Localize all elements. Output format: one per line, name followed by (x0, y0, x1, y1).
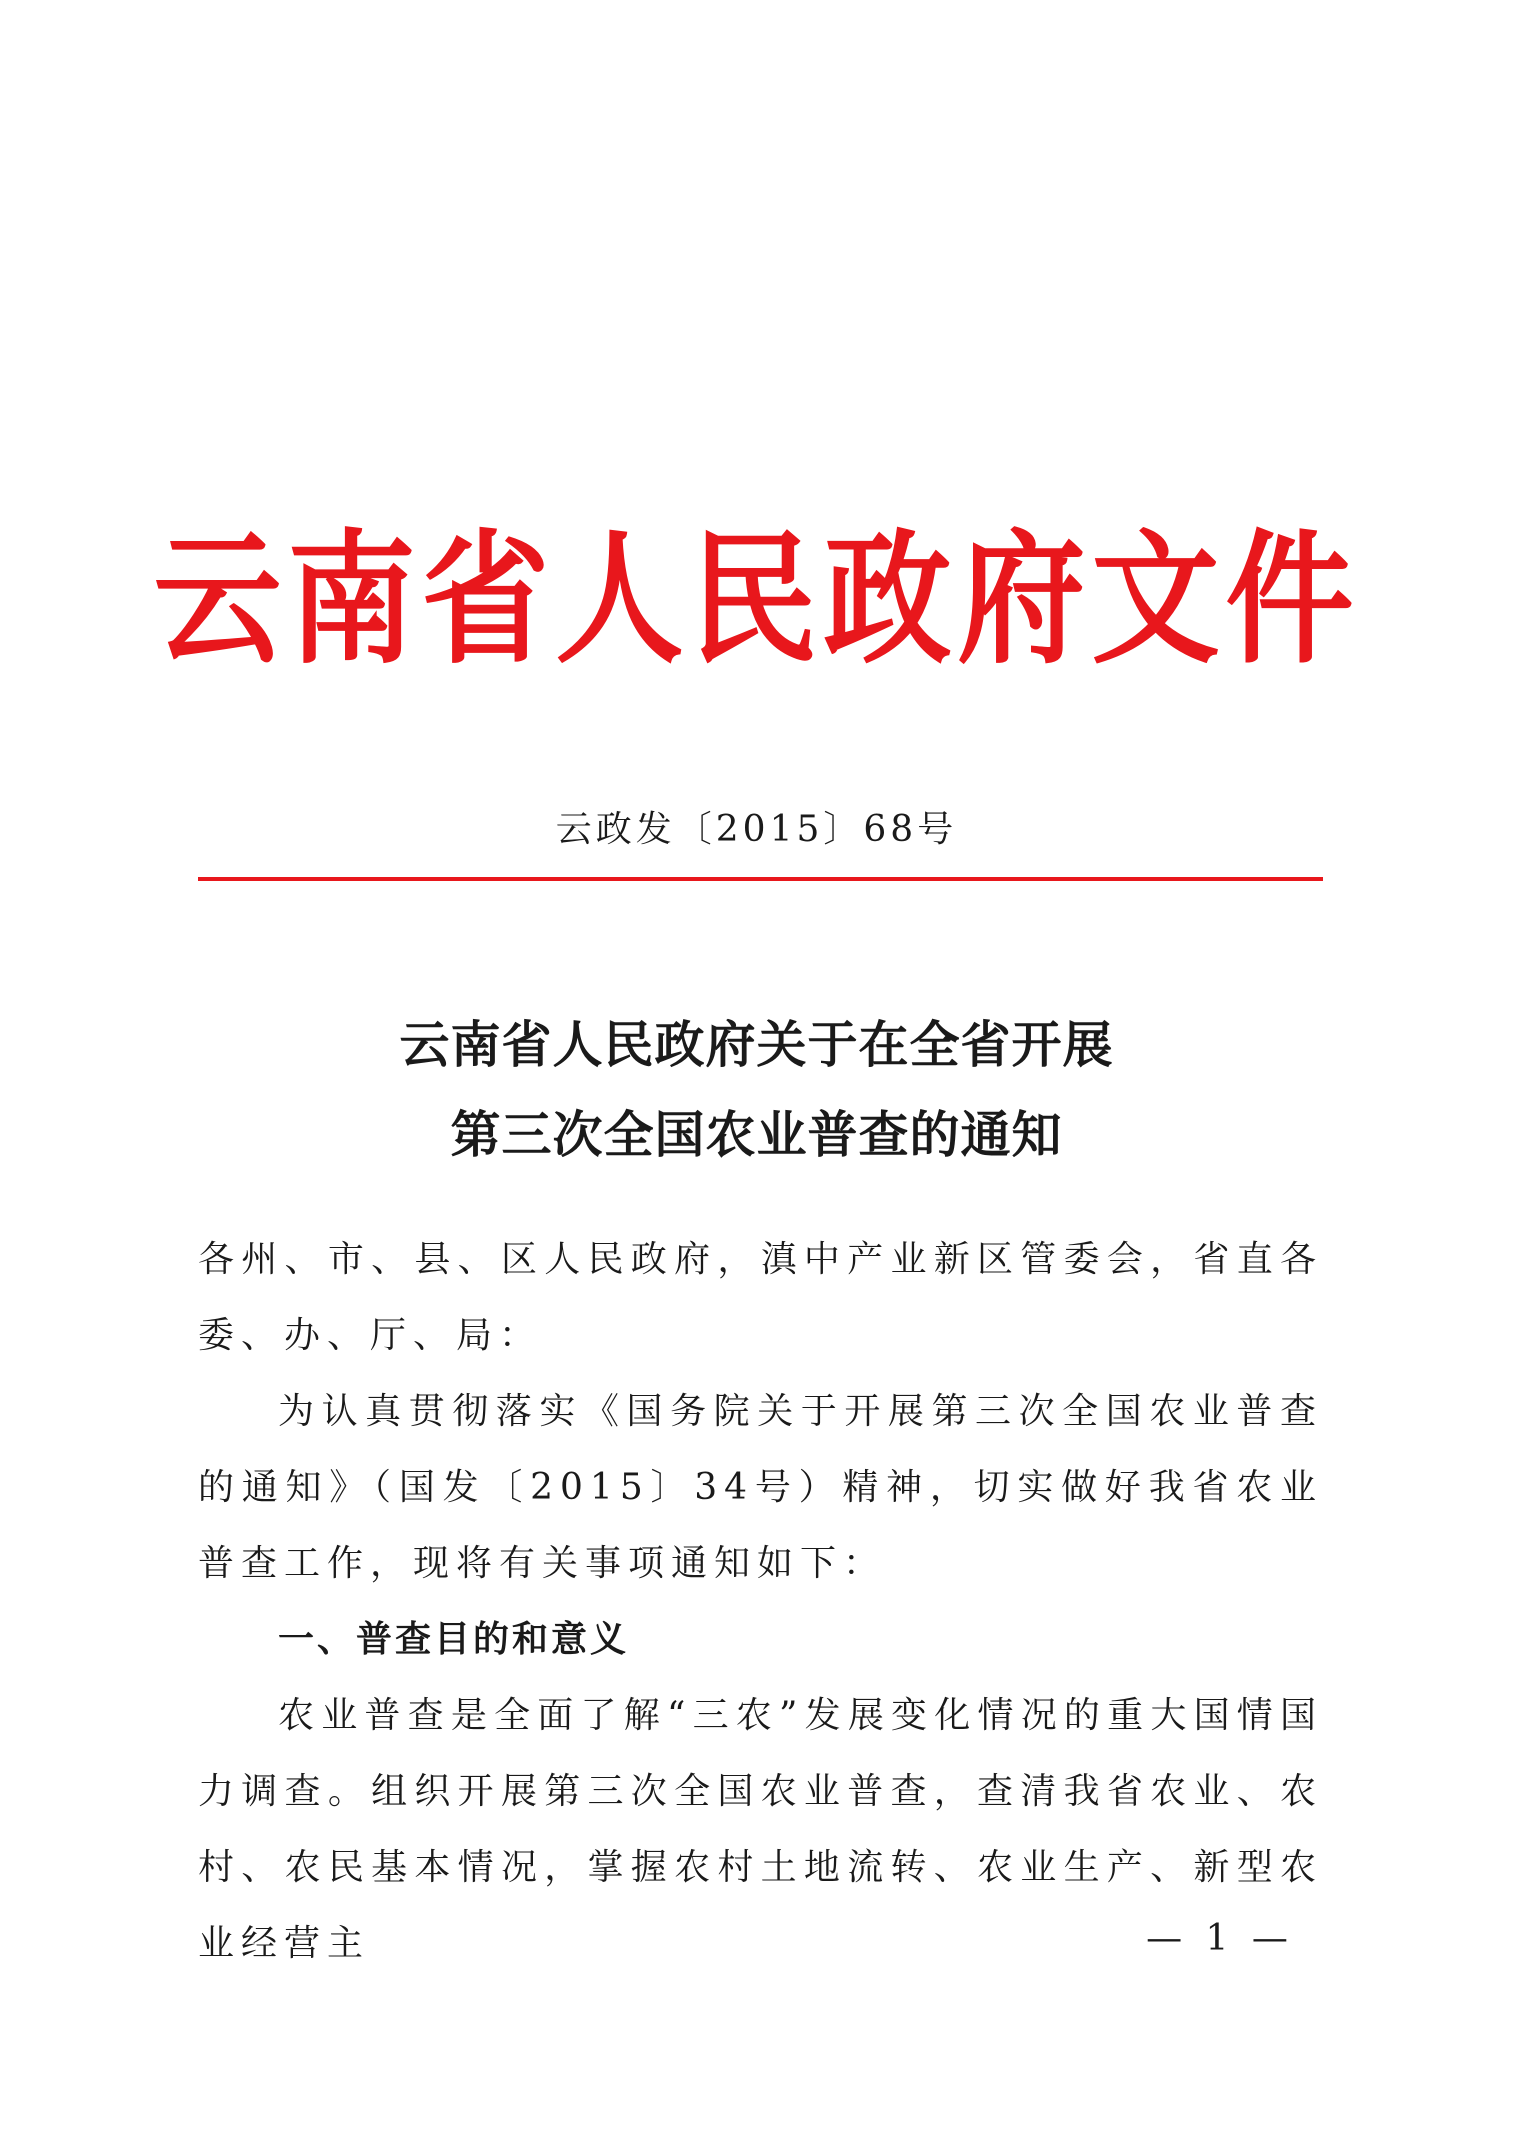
body-paragraph-2: 农业普查是全面了解“三农”发展变化情况的重大国情国力调查。组织开展第三次全国农业普查，查清我省农业、农村、农民基本情况，掌握农村土地流转、农业生产、新型农业经营主 (198, 1695, 1323, 1964)
body-paragraph-1: 为认真贯彻落实《国务院关于开展第三次全国农业普查的通知》（国发〔2015〕34号）精神，切实做好我省农业普查工作，现将有关事项通知如下： (198, 1391, 1323, 1584)
document-number: 云政发〔2015〕68号 (555, 809, 958, 850)
masthead-title: 云南省人民政府文件 (153, 516, 1360, 684)
notice-body (198, 1222, 1323, 1982)
salutation: 各州、市、县、区人民政府，滇中产业新区管委会，省直各委、办、厅、局： (198, 1239, 1323, 1356)
red-divider (198, 877, 1323, 881)
notice-title-line-1: 云南省人民政府关于在全省开展 (399, 1015, 1114, 1074)
page-number: — 1 — (1146, 1918, 1294, 1959)
notice-title-line-2: 第三次全国农业普查的通知 (450, 1105, 1063, 1164)
section-heading-1: 一、普查目的和意义 (278, 1619, 630, 1660)
